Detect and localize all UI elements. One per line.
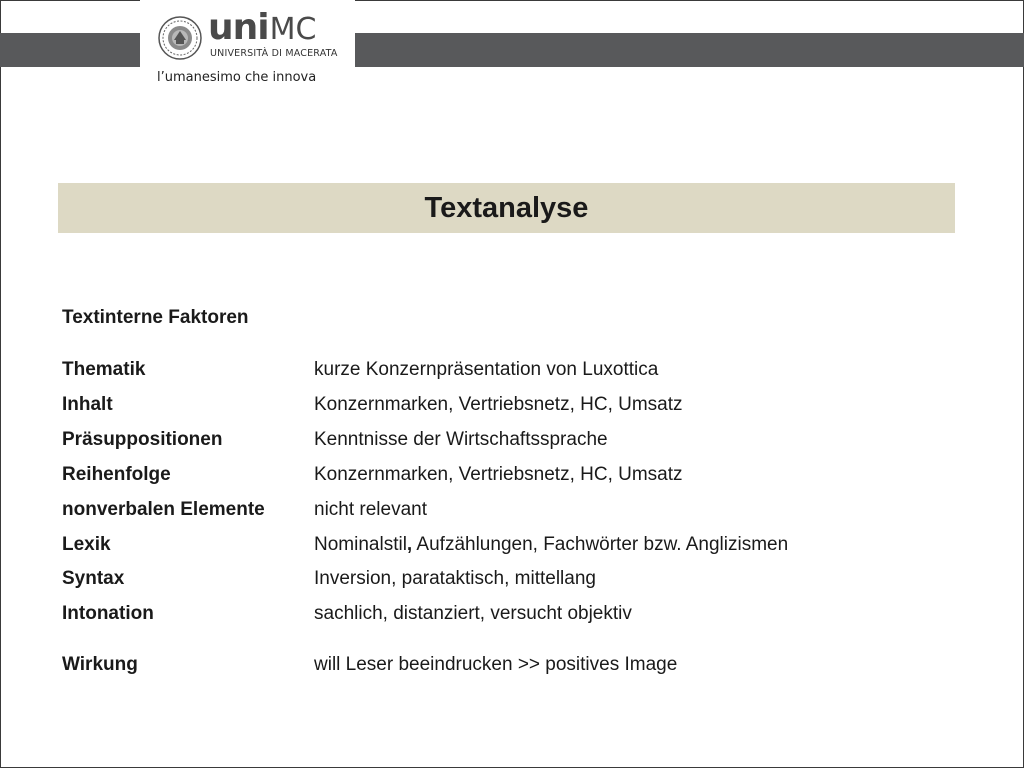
slide-title: Textanalyse — [424, 191, 589, 224]
row-value: kurze Konzernpräsentation von Luxottica — [314, 359, 659, 380]
row-label: Syntax — [62, 568, 125, 589]
row-value — [314, 531, 788, 559]
row-nonverbalen-elemente — [62, 496, 962, 524]
value-part-comma: , — [406, 534, 413, 555]
value-part: Nominalstil — [314, 534, 407, 555]
header-bar-left — [0, 33, 140, 67]
row-label: Thematik — [62, 359, 146, 380]
row-value: will Leser beeindrucken >> positives Image — [314, 654, 678, 675]
row-label: Inhalt — [62, 394, 113, 415]
row-reihenfolge — [62, 461, 962, 489]
header-bar-right — [355, 33, 1024, 67]
title-band — [58, 183, 955, 233]
row-value: Konzernmarken, Vertriebsnetz, HC, Umsatz — [314, 394, 683, 415]
row-label: Lexik — [62, 534, 111, 555]
wordmark — [208, 7, 317, 48]
row-label: Wirkung — [62, 654, 138, 675]
row-label: Präsuppositionen — [62, 429, 223, 450]
row-value: nicht relevant — [314, 499, 428, 520]
row-thematik — [62, 356, 962, 384]
university-logo — [140, 0, 355, 92]
row-value: Konzernmarken, Vertriebsnetz, HC, Umsatz — [314, 464, 683, 485]
wordmark-uni: uni — [208, 7, 269, 48]
row-value: Inversion, parataktisch, mittellang — [314, 568, 596, 589]
row-value: sachlich, distanziert, versucht objektiv — [314, 603, 632, 624]
row-syntax — [62, 565, 962, 593]
row-lexik — [62, 531, 962, 559]
tagline: l’umanesimo che innova — [157, 70, 317, 85]
row-label: nonverbalen Elemente — [62, 499, 265, 520]
row-label: Reihenfolge — [62, 464, 171, 485]
university-name: UNIVERSITÀ DI MACERATA — [210, 48, 338, 59]
row-value: Kenntnisse der Wirtschaftssprache — [314, 429, 608, 450]
university-seal-icon — [158, 16, 202, 60]
row-label: Intonation — [62, 603, 154, 624]
wordmark-mc: MC — [269, 12, 317, 47]
row-inhalt — [62, 391, 962, 419]
row-wirkung — [62, 651, 962, 679]
row-praesuppositionen — [62, 426, 962, 454]
value-part: Aufzählungen, Fachwörter bzw. Anglizismen — [412, 534, 789, 555]
section-heading: Textinterne Faktoren — [62, 307, 249, 328]
row-intonation — [62, 600, 962, 628]
